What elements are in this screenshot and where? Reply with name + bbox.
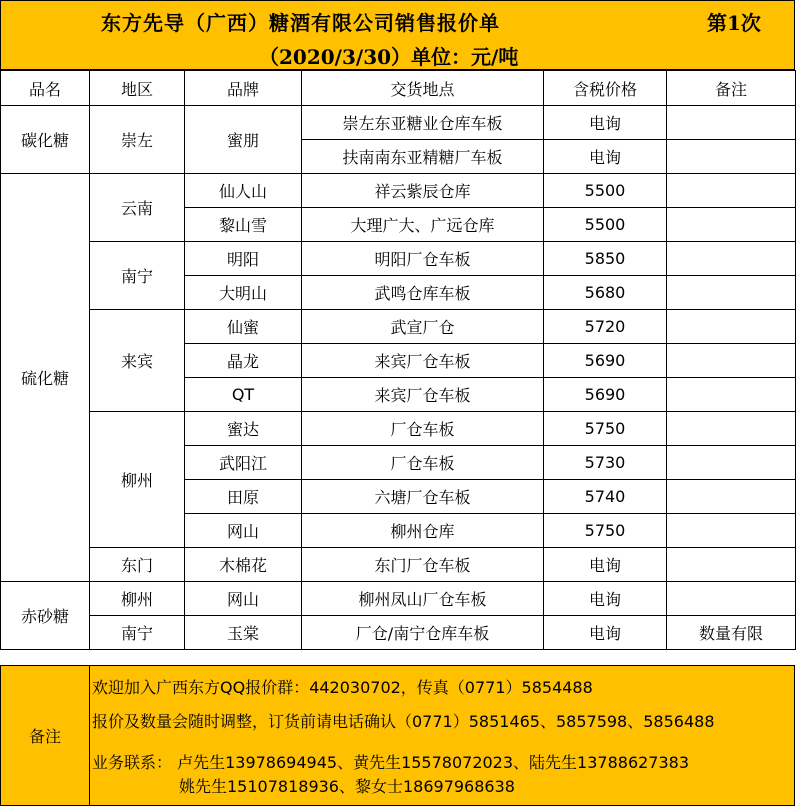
price-cell: 5500 — [544, 174, 667, 208]
location-cell: 柳州凤山厂仓车板 — [302, 582, 544, 616]
order-number: 第1次 — [707, 11, 761, 35]
note-cell — [667, 208, 796, 242]
region-cell: 柳州 — [90, 582, 185, 616]
note-cell — [667, 310, 796, 344]
notes-label: 备注 — [1, 666, 90, 805]
price-cell: 5730 — [544, 446, 667, 480]
note-cell — [667, 276, 796, 310]
location-cell: 扶南南东亚精糖厂车板 — [302, 140, 544, 174]
note-cell — [667, 582, 796, 616]
sheet-subtitle: （2020/3/30）单位：元/吨 — [259, 45, 519, 69]
price-table-body — [1, 71, 796, 650]
table-row — [1, 242, 796, 276]
note-contacts-cont: 姚先生15107818936、黎女士18697968638 — [179, 777, 515, 796]
region-cell: 东门 — [90, 548, 185, 582]
table-row — [1, 582, 796, 616]
note-cell: 数量有限 — [667, 616, 796, 650]
brand-cell: 仙蜜 — [185, 310, 302, 344]
header-region: 地区 — [90, 71, 185, 106]
location-cell: 柳州仓库 — [302, 514, 544, 548]
brand-cell: 大明山 — [185, 276, 302, 310]
header-row — [1, 71, 796, 106]
price-cell: 5690 — [544, 378, 667, 412]
region-cell: 来宾 — [90, 310, 185, 412]
location-cell: 东门厂仓车板 — [302, 548, 544, 582]
title-band — [0, 0, 795, 70]
location-cell: 崇左东亚糖业仓库车板 — [302, 106, 544, 140]
header-brand: 品牌 — [185, 71, 302, 106]
location-cell: 厂仓车板 — [302, 446, 544, 480]
location-cell: 明阳厂仓车板 — [302, 242, 544, 276]
location-cell: 厂仓车板 — [302, 412, 544, 446]
table-row — [1, 174, 796, 208]
price-cell: 5750 — [544, 514, 667, 548]
note-cell — [667, 106, 796, 140]
brand-cell: 武阳江 — [185, 446, 302, 480]
note-cell — [667, 140, 796, 174]
price-cell: 电询 — [544, 548, 667, 582]
location-cell: 武宣厂仓 — [302, 310, 544, 344]
sheet-title: 东方先导（广西）糖酒有限公司销售报价单 — [101, 11, 500, 35]
location-cell: 来宾厂仓车板 — [302, 344, 544, 378]
region-cell: 南宁 — [90, 242, 185, 310]
price-cell: 电询 — [544, 616, 667, 650]
brand-cell: 黎山雪 — [185, 208, 302, 242]
price-cell: 5690 — [544, 344, 667, 378]
brand-cell: 玉棠 — [185, 616, 302, 650]
note-cell — [667, 548, 796, 582]
header-note: 备注 — [667, 71, 796, 106]
product-cell: 赤砂糖 — [1, 582, 90, 650]
product-cell: 碳化糖 — [1, 106, 90, 174]
region-cell: 崇左 — [90, 106, 185, 174]
note-cell — [667, 242, 796, 276]
location-cell: 祥云紫辰仓库 — [302, 174, 544, 208]
price-cell: 5750 — [544, 412, 667, 446]
header-product: 品名 — [1, 71, 90, 106]
note-cell — [667, 412, 796, 446]
table-row — [1, 310, 796, 344]
location-cell: 武鸣仓库车板 — [302, 276, 544, 310]
note-cell — [667, 174, 796, 208]
table-row — [1, 106, 796, 140]
table-row — [1, 412, 796, 446]
price-table — [0, 70, 796, 650]
product-cell: 硫化糖 — [1, 174, 90, 582]
brand-cell: 木棉花 — [185, 548, 302, 582]
brand-cell: 蜜朋 — [185, 106, 302, 174]
note-cell — [667, 480, 796, 514]
brand-cell: 晶龙 — [185, 344, 302, 378]
price-cell: 电询 — [544, 106, 667, 140]
brand-cell: 仙人山 — [185, 174, 302, 208]
price-cell: 5500 — [544, 208, 667, 242]
note-qq-group: 欢迎加入广西东方QQ报价群：442030702，传真（0771）5854488 — [92, 678, 593, 697]
brand-cell: 网山 — [185, 514, 302, 548]
price-cell: 5740 — [544, 480, 667, 514]
price-cell: 5850 — [544, 242, 667, 276]
brand-cell: 网山 — [185, 582, 302, 616]
region-cell: 南宁 — [90, 616, 185, 650]
region-cell: 柳州 — [90, 412, 185, 548]
price-cell: 电询 — [544, 582, 667, 616]
brand-cell: 明阳 — [185, 242, 302, 276]
table-row — [1, 548, 796, 582]
price-cell: 电询 — [544, 140, 667, 174]
region-cell: 云南 — [90, 174, 185, 242]
note-cell — [667, 378, 796, 412]
table-row — [1, 616, 796, 650]
notes-section — [0, 665, 795, 806]
brand-cell: 田原 — [185, 480, 302, 514]
note-cell — [667, 344, 796, 378]
header-location: 交货地点 — [302, 71, 544, 106]
note-cell — [667, 446, 796, 480]
location-cell: 厂仓/南宁仓库车板 — [302, 616, 544, 650]
header-price: 含税价格 — [544, 71, 667, 106]
location-cell: 来宾厂仓车板 — [302, 378, 544, 412]
price-cell: 5720 — [544, 310, 667, 344]
note-contacts: 业务联系： 卢先生13978694945、黄先生15578072023、陆先生13788627383 — [92, 753, 690, 772]
location-cell: 大理广大、广远仓库 — [302, 208, 544, 242]
price-cell: 5680 — [544, 276, 667, 310]
brand-cell: 蜜达 — [185, 412, 302, 446]
location-cell: 六塘厂仓车板 — [302, 480, 544, 514]
note-cell — [667, 514, 796, 548]
note-price-adjust: 报价及数量会随时调整，订货前请电话确认（0771）5851465、5857598、5856488 — [92, 712, 715, 731]
brand-cell: QT — [185, 378, 302, 412]
